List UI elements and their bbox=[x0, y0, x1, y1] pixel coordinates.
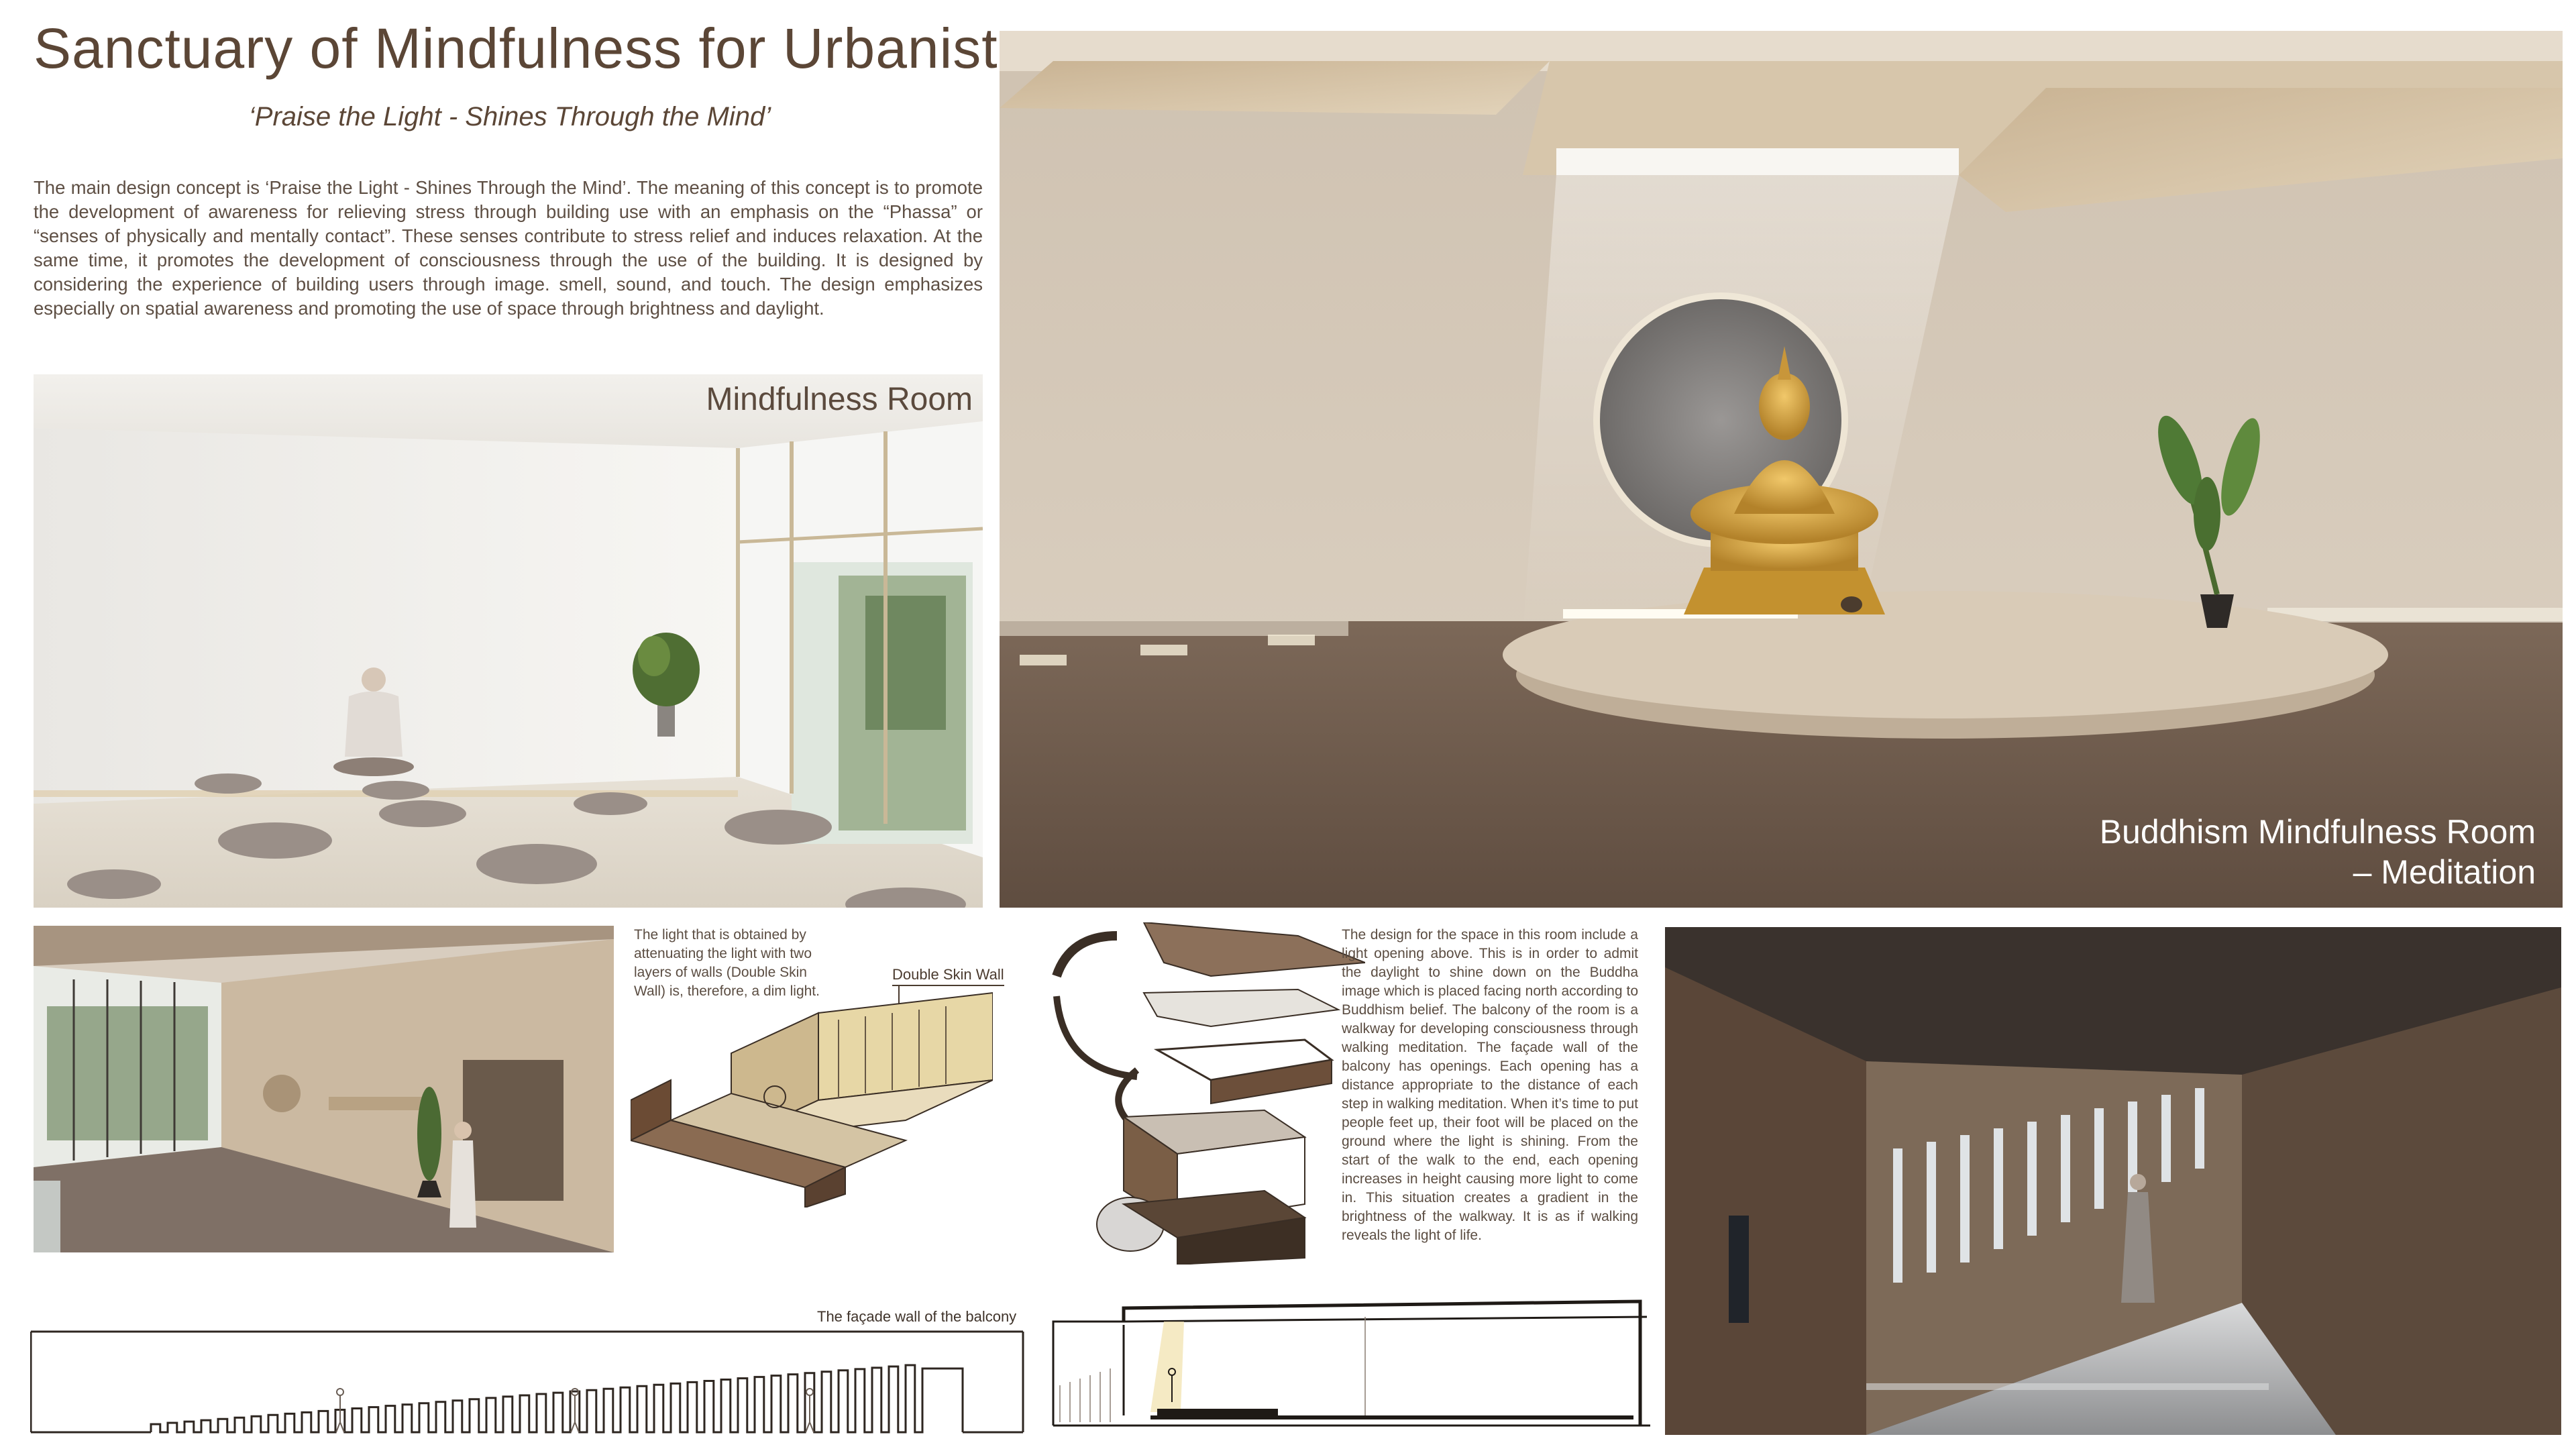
page-subtitle: ‘Praise the Light - Shines Through the Mind’ bbox=[248, 102, 771, 131]
double-skin-wall-label: Double Skin Wall bbox=[892, 966, 1004, 986]
exploded-axonometric bbox=[1043, 922, 1365, 1265]
mindfulness-room-label: Mindfulness Room bbox=[706, 382, 973, 417]
facade-elevation-drawing bbox=[30, 1328, 1026, 1436]
facade-wall-label: The façade wall of the balcony bbox=[817, 1308, 1017, 1325]
buddhism-room-label-line1: Buddhism Mindfulness Room bbox=[2099, 813, 2536, 851]
walkway-render bbox=[1665, 927, 2561, 1435]
page-title: Sanctuary of Mindfulness for Urbanist bbox=[34, 17, 998, 80]
buddhism-room-render bbox=[1000, 31, 2563, 908]
intro-paragraph: The main design concept is ‘Praise the Light - Shines Through the Mind’. The meaning of this concept is to promote the development of awareness for relieving stress through building use with an emphasis on the “Phassa” or “senses of physically and mentally contact”. These senses contribute to stress relief and induces relaxation. At the same time, it promotes the development of consciousness through the use of the building. It is designed by considering the experience of building users through image. smell, sound, and touch. The design emphasizes especially on spatial awareness and promoting the use of space through brightness and daylight. bbox=[34, 177, 983, 319]
double-skin-axonometric bbox=[631, 986, 993, 1208]
double-skin-note: The light that is obtained by attenuating the light with two layers of walls (Double Skin Wall) is, therefore, a dim light. bbox=[634, 927, 820, 999]
buddhism-room-label bbox=[1945, 812, 2536, 892]
corridor-render bbox=[34, 926, 614, 1252]
mindfulness-room-render bbox=[34, 374, 983, 908]
facade-openings-profile bbox=[151, 1365, 963, 1432]
buddhism-room-label-line2: – Meditation bbox=[2353, 853, 2536, 891]
walkway-note: The design for the space in this room include a light opening above. This is in order to admit the daylight to shine down on the Buddha image which is placed facing north according to Buddhism belief. The balcony of the room is a walkway for developing consciousness through walking meditation. The façade wall of the balcony has openings. Each opening has a distance appropriate to the distance of each step in walking meditation. When it’s time to put people feet up, their foot will be placed on the ground where the light is shining. From the start of the walk to the end, each opening increases in height causing more light to come in. This situation creates a gradient in the brightness of the walkway. It is as if walking reveals the light of life. bbox=[1342, 927, 1638, 1243]
section-drawing bbox=[1050, 1291, 1654, 1432]
